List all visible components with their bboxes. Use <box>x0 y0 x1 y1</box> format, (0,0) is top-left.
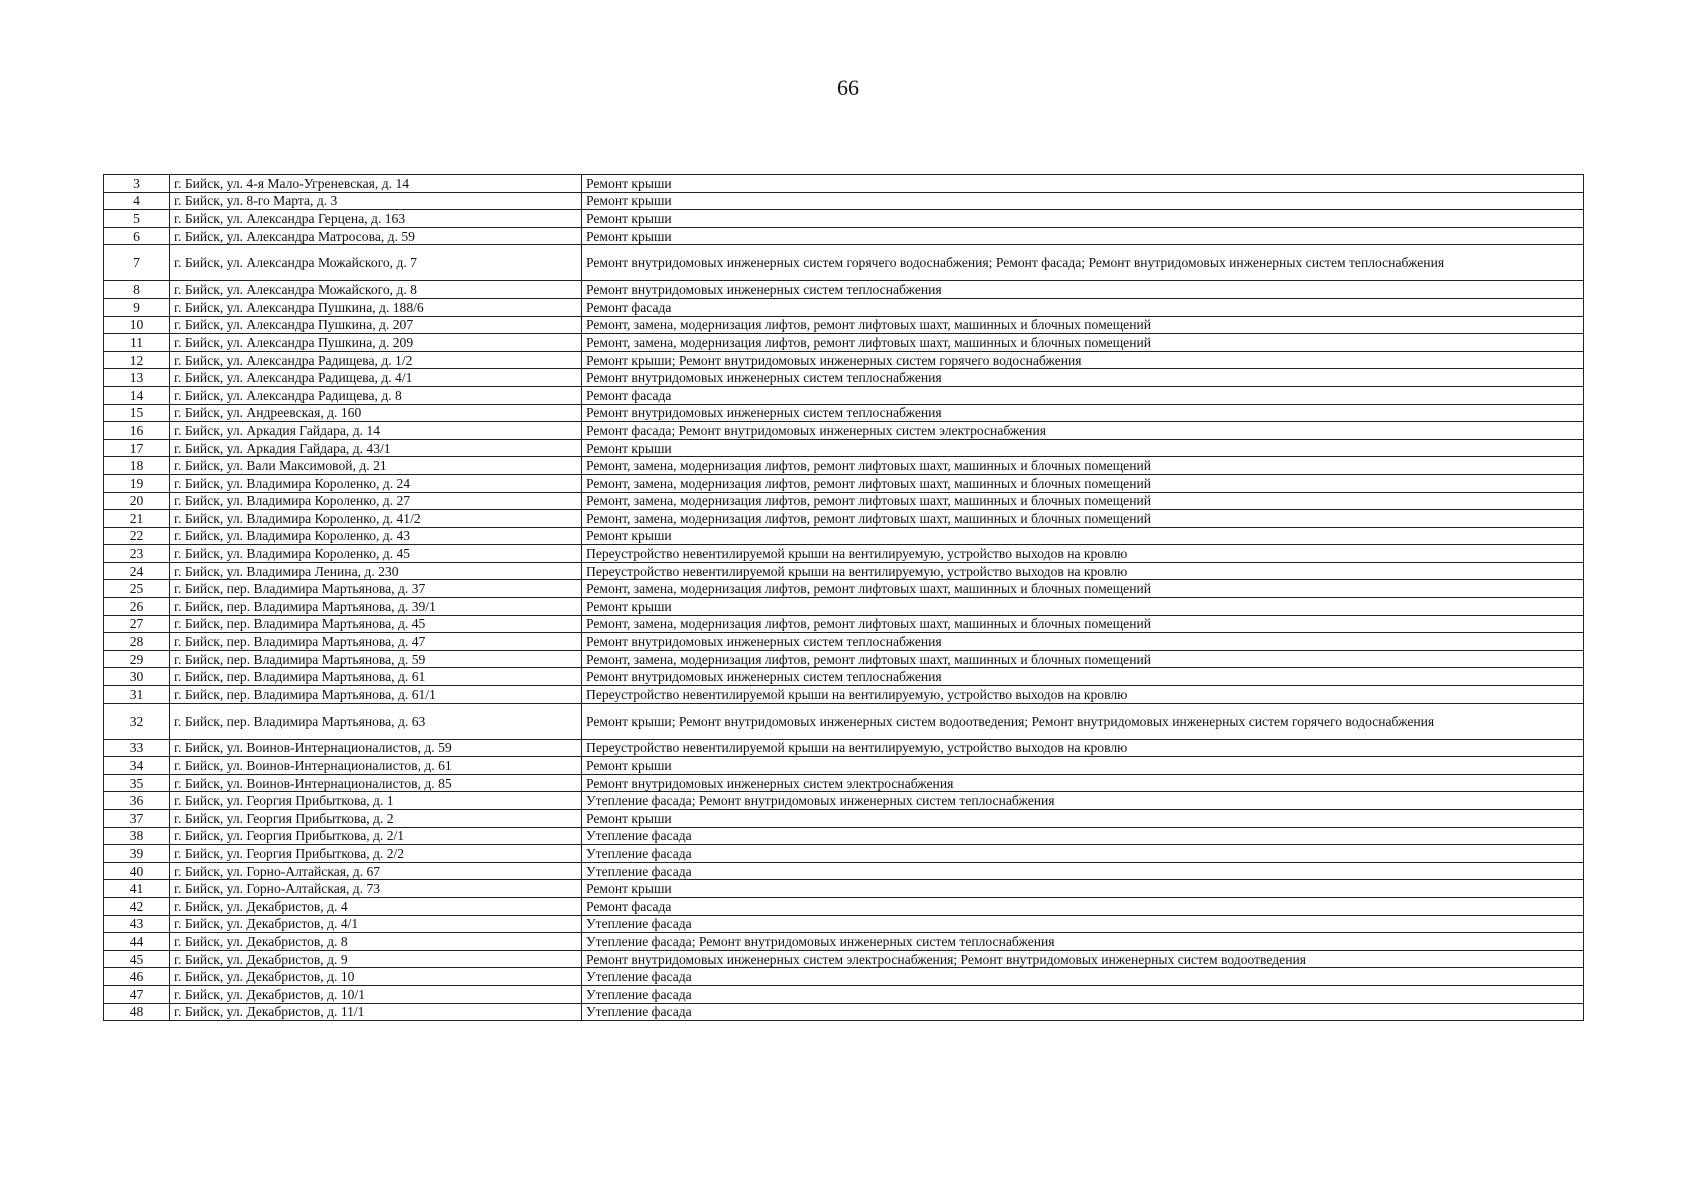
table-row <box>104 792 1584 810</box>
address-cell: г. Бийск, ул. Александра Радищева, д. 8 <box>170 386 582 404</box>
row-number-cell: 5 <box>104 210 170 228</box>
row-number-cell: 46 <box>104 968 170 986</box>
row-number-cell: 4 <box>104 192 170 210</box>
work-type-cell: Ремонт, замена, модернизация лифтов, ремонт лифтовых шахт, машинных и блочных помещений <box>582 510 1584 528</box>
table-row <box>104 545 1584 563</box>
table-row <box>104 810 1584 828</box>
table-row <box>104 580 1584 598</box>
work-type-cell: Ремонт, замена, модернизация лифтов, ремонт лифтовых шахт, машинных и блочных помещений <box>582 580 1584 598</box>
table-row <box>104 933 1584 951</box>
work-type-cell: Переустройство невентилируемой крыши на вентилируемую, устройство выходов на кровлю <box>582 562 1584 580</box>
work-type-cell: Утепление фасада <box>582 968 1584 986</box>
row-number-cell: 38 <box>104 827 170 845</box>
work-type-cell: Ремонт, замена, модернизация лифтов, ремонт лифтовых шахт, машинных и блочных помещений <box>582 457 1584 475</box>
table-row <box>104 633 1584 651</box>
row-number-cell: 14 <box>104 386 170 404</box>
row-number-cell: 31 <box>104 686 170 704</box>
address-cell: г. Бийск, ул. Владимира Короленко, д. 24 <box>170 474 582 492</box>
work-type-cell: Ремонт внутридомовых инженерных систем электроснабжения; Ремонт внутридомовых инженерных систем водоотведения <box>582 950 1584 968</box>
work-type-cell: Ремонт внутридомовых инженерных систем теплоснабжения <box>582 369 1584 387</box>
address-cell: г. Бийск, ул. Аркадия Гайдара, д. 43/1 <box>170 439 582 457</box>
table-row <box>104 985 1584 1003</box>
row-number-cell: 25 <box>104 580 170 598</box>
work-type-cell: Ремонт крыши <box>582 210 1584 228</box>
table-row <box>104 510 1584 528</box>
table-row <box>104 845 1584 863</box>
work-type-cell: Ремонт крыши <box>582 757 1584 775</box>
table-row <box>104 703 1584 739</box>
row-number-cell: 42 <box>104 897 170 915</box>
address-cell: г. Бийск, ул. Александра Пушкина, д. 207 <box>170 316 582 334</box>
row-number-cell: 33 <box>104 739 170 757</box>
row-number-cell: 41 <box>104 880 170 898</box>
table-row <box>104 968 1584 986</box>
address-cell: г. Бийск, ул. Александра Пушкина, д. 209 <box>170 334 582 352</box>
table-row <box>104 562 1584 580</box>
work-type-cell: Утепление фасада <box>582 862 1584 880</box>
work-type-cell: Ремонт внутридомовых инженерных систем теплоснабжения <box>582 633 1584 651</box>
row-number-cell: 29 <box>104 650 170 668</box>
row-number-cell: 39 <box>104 845 170 863</box>
work-type-cell: Ремонт фасада <box>582 386 1584 404</box>
row-number-cell: 21 <box>104 510 170 528</box>
table-row <box>104 210 1584 228</box>
table-row <box>104 316 1584 334</box>
address-cell: г. Бийск, ул. Георгия Прибыткова, д. 2/2 <box>170 845 582 863</box>
row-number-cell: 47 <box>104 985 170 1003</box>
work-type-cell: Ремонт, замена, модернизация лифтов, ремонт лифтовых шахт, машинных и блочных помещений <box>582 334 1584 352</box>
row-number-cell: 13 <box>104 369 170 387</box>
table-row <box>104 668 1584 686</box>
row-number-cell: 17 <box>104 439 170 457</box>
work-type-cell: Ремонт крыши <box>582 192 1584 210</box>
address-cell: г. Бийск, ул. Декабристов, д. 10/1 <box>170 985 582 1003</box>
work-type-cell: Ремонт внутридомовых инженерных систем теплоснабжения <box>582 404 1584 422</box>
address-cell: г. Бийск, ул. Декабристов, д. 4/1 <box>170 915 582 933</box>
work-type-cell: Ремонт крыши; Ремонт внутридомовых инженерных систем водоотведения; Ремонт внутридомовых инженерных систем горячего водоснабжения <box>582 703 1584 739</box>
table-row <box>104 862 1584 880</box>
table-row <box>104 880 1584 898</box>
work-type-cell: Утепление фасада <box>582 845 1584 863</box>
work-type-cell: Ремонт, замена, модернизация лифтов, ремонт лифтовых шахт, машинных и блочных помещений <box>582 492 1584 510</box>
address-cell: г. Бийск, ул. Вали Максимовой, д. 21 <box>170 457 582 475</box>
table-row <box>104 757 1584 775</box>
table-row <box>104 1003 1584 1021</box>
row-number-cell: 19 <box>104 474 170 492</box>
address-cell: г. Бийск, ул. Аркадия Гайдара, д. 14 <box>170 422 582 440</box>
row-number-cell: 40 <box>104 862 170 880</box>
address-cell: г. Бийск, пер. Владимира Мартьянова, д. 63 <box>170 703 582 739</box>
row-number-cell: 8 <box>104 281 170 299</box>
table-row <box>104 439 1584 457</box>
table-row <box>104 281 1584 299</box>
table-row <box>104 774 1584 792</box>
work-type-cell: Утепление фасада; Ремонт внутридомовых инженерных систем теплоснабжения <box>582 933 1584 951</box>
work-type-cell: Переустройство невентилируемой крыши на вентилируемую, устройство выходов на кровлю <box>582 545 1584 563</box>
address-cell: г. Бийск, пер. Владимира Мартьянова, д. 45 <box>170 615 582 633</box>
row-number-cell: 12 <box>104 351 170 369</box>
address-cell: г. Бийск, ул. Александра Матросова, д. 59 <box>170 227 582 245</box>
work-type-cell: Ремонт внутридомовых инженерных систем электроснабжения <box>582 774 1584 792</box>
table-row <box>104 457 1584 475</box>
address-cell: г. Бийск, пер. Владимира Мартьянова, д. 61/1 <box>170 686 582 704</box>
row-number-cell: 45 <box>104 950 170 968</box>
table-row <box>104 192 1584 210</box>
row-number-cell: 48 <box>104 1003 170 1021</box>
row-number-cell: 44 <box>104 933 170 951</box>
address-cell: г. Бийск, ул. Декабристов, д. 4 <box>170 897 582 915</box>
work-type-cell: Утепление фасада <box>582 827 1584 845</box>
address-cell: г. Бийск, ул. Воинов-Интернационалистов, д. 85 <box>170 774 582 792</box>
row-number-cell: 35 <box>104 774 170 792</box>
work-type-cell: Ремонт крыши <box>582 227 1584 245</box>
work-type-cell: Ремонт, замена, модернизация лифтов, ремонт лифтовых шахт, машинных и блочных помещений <box>582 316 1584 334</box>
row-number-cell: 27 <box>104 615 170 633</box>
work-type-cell: Ремонт крыши <box>582 175 1584 193</box>
table-row <box>104 827 1584 845</box>
work-type-cell: Ремонт крыши <box>582 439 1584 457</box>
row-number-cell: 24 <box>104 562 170 580</box>
address-cell: г. Бийск, ул. Воинов-Интернационалистов, д. 61 <box>170 757 582 775</box>
address-cell: г. Бийск, ул. Георгия Прибыткова, д. 2 <box>170 810 582 828</box>
row-number-cell: 11 <box>104 334 170 352</box>
address-cell: г. Бийск, ул. Декабристов, д. 8 <box>170 933 582 951</box>
address-cell: г. Бийск, ул. Александра Герцена, д. 163 <box>170 210 582 228</box>
row-number-cell: 43 <box>104 915 170 933</box>
row-number-cell: 9 <box>104 298 170 316</box>
table-row <box>104 950 1584 968</box>
work-type-cell: Ремонт фасада; Ремонт внутридомовых инженерных систем электроснабжения <box>582 422 1584 440</box>
address-cell: г. Бийск, ул. 8-го Марта, д. 3 <box>170 192 582 210</box>
row-number-cell: 37 <box>104 810 170 828</box>
address-cell: г. Бийск, ул. Владимира Короленко, д. 45 <box>170 545 582 563</box>
work-type-cell: Ремонт, замена, модернизация лифтов, ремонт лифтовых шахт, машинных и блочных помещений <box>582 650 1584 668</box>
row-number-cell: 32 <box>104 703 170 739</box>
table-row <box>104 915 1584 933</box>
work-type-cell: Ремонт крыши <box>582 810 1584 828</box>
table-row <box>104 334 1584 352</box>
address-cell: г. Бийск, пер. Владимира Мартьянова, д. 39/1 <box>170 598 582 616</box>
address-cell: г. Бийск, пер. Владимира Мартьянова, д. 47 <box>170 633 582 651</box>
work-type-cell: Ремонт крыши <box>582 527 1584 545</box>
address-cell: г. Бийск, ул. Декабристов, д. 11/1 <box>170 1003 582 1021</box>
table-body <box>104 175 1584 1021</box>
row-number-cell: 6 <box>104 227 170 245</box>
work-type-cell: Утепление фасада <box>582 1003 1584 1021</box>
row-number-cell: 26 <box>104 598 170 616</box>
row-number-cell: 7 <box>104 245 170 281</box>
table-row <box>104 739 1584 757</box>
row-number-cell: 28 <box>104 633 170 651</box>
address-cell: г. Бийск, ул. Александра Можайского, д. 7 <box>170 245 582 281</box>
address-cell: г. Бийск, ул. Владимира Короленко, д. 27 <box>170 492 582 510</box>
row-number-cell: 20 <box>104 492 170 510</box>
address-cell: г. Бийск, ул. Александра Пушкина, д. 188/6 <box>170 298 582 316</box>
address-cell: г. Бийск, пер. Владимира Мартьянова, д. 61 <box>170 668 582 686</box>
work-type-cell: Переустройство невентилируемой крыши на вентилируемую, устройство выходов на кровлю <box>582 739 1584 757</box>
address-cell: г. Бийск, ул. Георгия Прибыткова, д. 2/1 <box>170 827 582 845</box>
address-cell: г. Бийск, пер. Владимира Мартьянова, д. 59 <box>170 650 582 668</box>
table-row <box>104 474 1584 492</box>
row-number-cell: 30 <box>104 668 170 686</box>
work-type-cell: Ремонт, замена, модернизация лифтов, ремонт лифтовых шахт, машинных и блочных помещений <box>582 615 1584 633</box>
table-row <box>104 615 1584 633</box>
address-cell: г. Бийск, ул. Александра Радищева, д. 1/2 <box>170 351 582 369</box>
table-row <box>104 245 1584 281</box>
work-type-cell: Ремонт, замена, модернизация лифтов, ремонт лифтовых шахт, машинных и блочных помещений <box>582 474 1584 492</box>
work-type-cell: Утепление фасада <box>582 915 1584 933</box>
address-cell: г. Бийск, ул. Александра Радищева, д. 4/1 <box>170 369 582 387</box>
address-cell: г. Бийск, ул. Горно-Алтайская, д. 67 <box>170 862 582 880</box>
table-row <box>104 351 1584 369</box>
table-row <box>104 527 1584 545</box>
table-row <box>104 369 1584 387</box>
row-number-cell: 23 <box>104 545 170 563</box>
work-type-cell: Ремонт внутридомовых инженерных систем теплоснабжения <box>582 668 1584 686</box>
address-cell: г. Бийск, ул. Горно-Алтайская, д. 73 <box>170 880 582 898</box>
address-cell: г. Бийск, ул. Владимира Ленина, д. 230 <box>170 562 582 580</box>
table-row <box>104 492 1584 510</box>
work-type-cell: Ремонт крыши <box>582 880 1584 898</box>
table-row <box>104 422 1584 440</box>
table-row <box>104 897 1584 915</box>
table-row <box>104 298 1584 316</box>
address-cell: г. Бийск, ул. 4-я Мало-Угреневская, д. 14 <box>170 175 582 193</box>
table-row <box>104 175 1584 193</box>
address-cell: г. Бийск, ул. Георгия Прибыткова, д. 1 <box>170 792 582 810</box>
page-number: 66 <box>837 75 859 100</box>
row-number-cell: 16 <box>104 422 170 440</box>
row-number-cell: 34 <box>104 757 170 775</box>
repair-works-table <box>103 174 1584 1021</box>
work-type-cell: Ремонт внутридомовых инженерных систем теплоснабжения <box>582 281 1584 299</box>
address-cell: г. Бийск, ул. Александра Можайского, д. 8 <box>170 281 582 299</box>
address-cell: г. Бийск, ул. Декабристов, д. 10 <box>170 968 582 986</box>
work-type-cell: Ремонт крыши; Ремонт внутридомовых инженерных систем горячего водоснабжения <box>582 351 1584 369</box>
table-row <box>104 227 1584 245</box>
address-cell: г. Бийск, ул. Владимира Короленко, д. 43 <box>170 527 582 545</box>
row-number-cell: 10 <box>104 316 170 334</box>
row-number-cell: 22 <box>104 527 170 545</box>
address-cell: г. Бийск, пер. Владимира Мартьянова, д. 37 <box>170 580 582 598</box>
row-number-cell: 3 <box>104 175 170 193</box>
work-type-cell: Ремонт фасада <box>582 298 1584 316</box>
work-type-cell: Переустройство невентилируемой крыши на вентилируемую, устройство выходов на кровлю <box>582 686 1584 704</box>
table-row <box>104 404 1584 422</box>
table-row <box>104 598 1584 616</box>
address-cell: г. Бийск, ул. Андреевская, д. 160 <box>170 404 582 422</box>
work-type-cell: Утепление фасада <box>582 985 1584 1003</box>
row-number-cell: 36 <box>104 792 170 810</box>
table-row <box>104 686 1584 704</box>
address-cell: г. Бийск, ул. Воинов-Интернационалистов, д. 59 <box>170 739 582 757</box>
table-row <box>104 386 1584 404</box>
work-type-cell: Ремонт внутридомовых инженерных систем горячего водоснабжения; Ремонт фасада; Ремонт внутридомовых инженерных систем теплоснабжения <box>582 245 1584 281</box>
work-type-cell: Утепление фасада; Ремонт внутридомовых инженерных систем теплоснабжения <box>582 792 1584 810</box>
work-type-cell: Ремонт фасада <box>582 897 1584 915</box>
table-row <box>104 650 1584 668</box>
work-type-cell: Ремонт крыши <box>582 598 1584 616</box>
address-cell: г. Бийск, ул. Владимира Короленко, д. 41/2 <box>170 510 582 528</box>
address-cell: г. Бийск, ул. Декабристов, д. 9 <box>170 950 582 968</box>
row-number-cell: 15 <box>104 404 170 422</box>
row-number-cell: 18 <box>104 457 170 475</box>
